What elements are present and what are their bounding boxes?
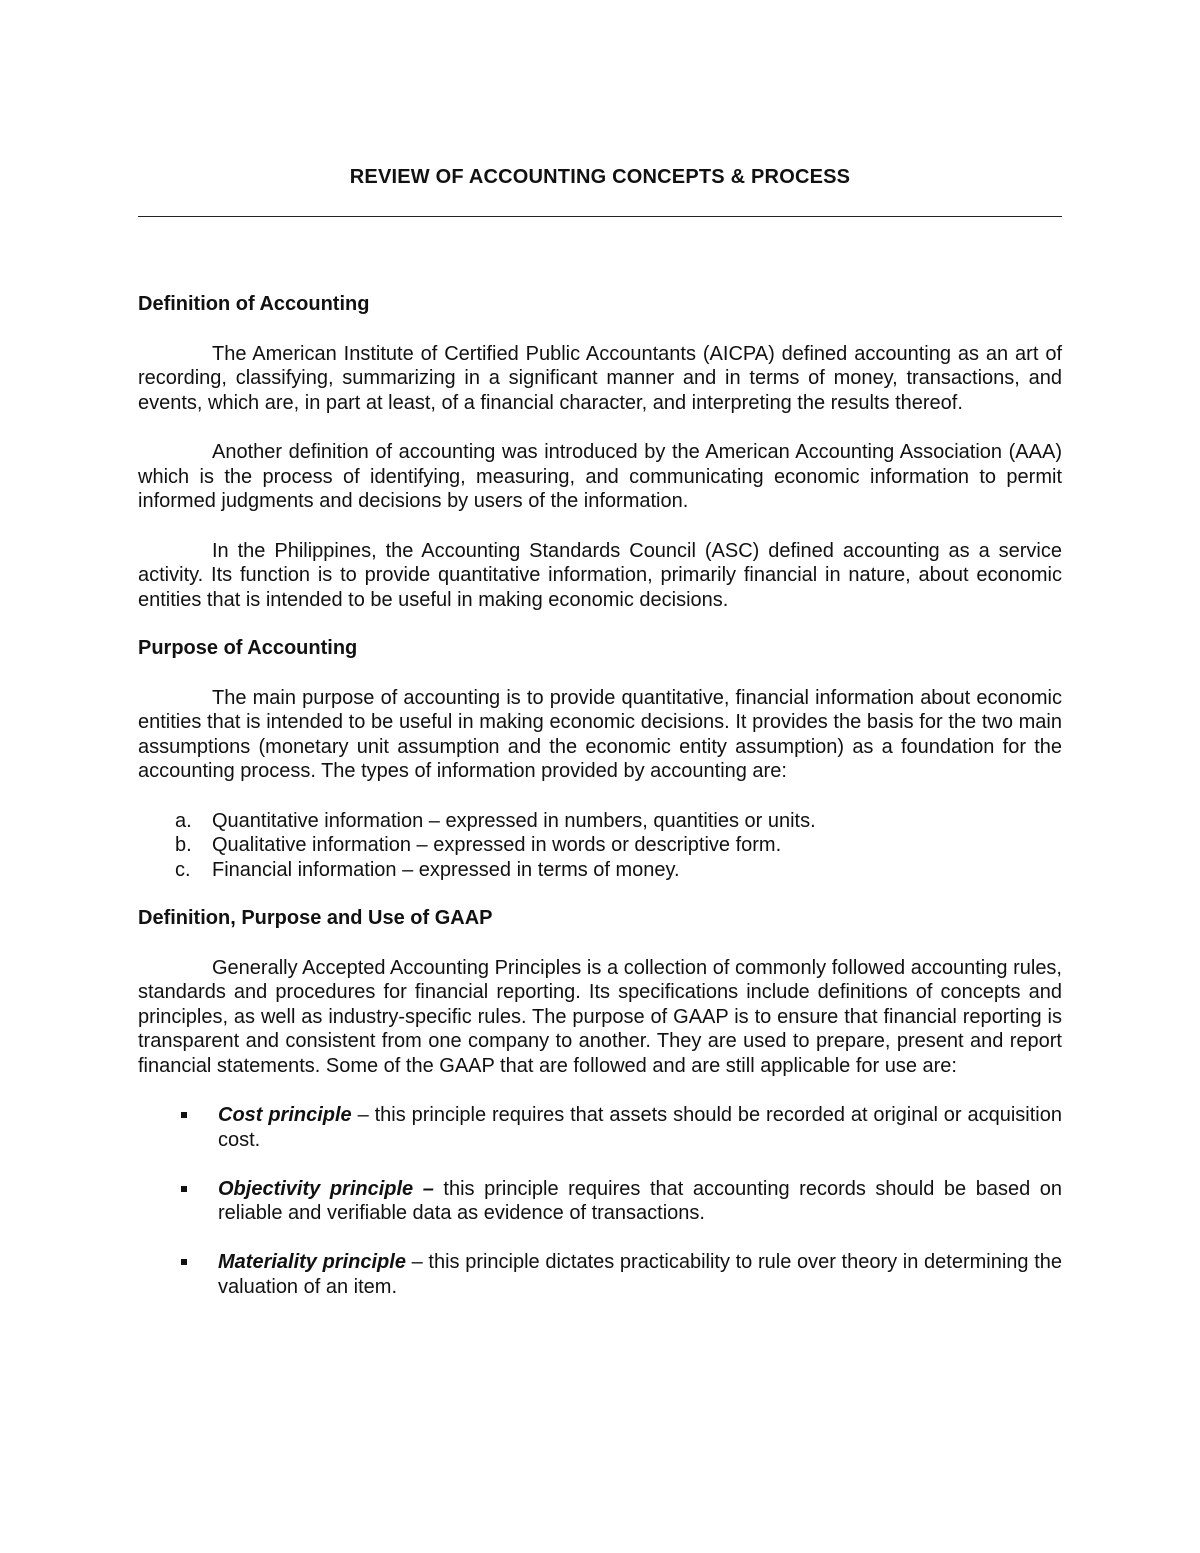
list-item	[138, 858, 1062, 883]
square-bullet-icon	[181, 1186, 187, 1192]
list-item	[138, 1250, 1062, 1299]
principle-term: Cost principle	[218, 1104, 352, 1126]
principle-text: this principle requires that assets should be recorded at original or acquisition cost.	[218, 1104, 1062, 1151]
principle-text: this principle requires that accounting records should be based on reliable and verifiable data as evidence of transactions.	[218, 1177, 1063, 1224]
list-item	[138, 833, 1062, 858]
gaap-paragraph: Generally Accepted Accounting Principles is a collection of commonly followed accounting rules, standards and procedures for financial reporting. Its specifications include definitions of concepts and principles, as well as industry-specific rules. The purpose of GAAP is to ensure that financial reporting is transparent and consistent from one company to another. They are used to prepare, present and report financial statements. Some of the GAAP that are followed and are still applicable for use are:	[138, 956, 1062, 1077]
principle-term: Objectivity principle –	[218, 1177, 434, 1200]
principle-dash	[434, 1178, 444, 1200]
section-heading-gaap: Definition, Purpose and Use of GAAP	[138, 907, 493, 929]
definition-paragraph-aicpa: The American Institute of Certified Public Accountants (AICPA) defined accounting as an art of recording, classifying, summarizing in a significant manner and in terms of money, transactions, and events, which are, in part at least, of a financial character, and interpreting the results thereof.	[138, 342, 1062, 414]
definition-paragraph-asc: In the Philippines, the Accounting Standards Council (ASC) defined accounting as a service activity. Its function is to provide quantitative information, primarily financial in nature, about economic entities that is intended to be useful in making economic decisions.	[138, 539, 1062, 611]
gaap-principles-list	[138, 1103, 1062, 1299]
purpose-paragraph: The main purpose of accounting is to provide quantitative, financial information about economic entities that is intended to be useful in making economic decisions. It provides the basis for the two main assumptions (monetary unit assumption and the economic entity assumption) as a foundation for the accounting process. The types of information provided by accounting are:	[138, 686, 1062, 782]
list-marker: b.	[175, 834, 192, 856]
principle-dash: –	[405, 1251, 429, 1273]
title-divider	[138, 216, 1062, 217]
information-types-list	[138, 809, 1062, 883]
list-item	[138, 1103, 1062, 1152]
list-item-text: Qualitative information – expressed in words or descriptive form.	[212, 834, 782, 856]
section-heading-definition: Definition of Accounting	[138, 293, 370, 315]
page-title: REVIEW OF ACCOUNTING CONCEPTS & PROCESS	[349, 166, 851, 188]
list-item	[138, 1177, 1062, 1226]
section-heading-purpose: Purpose of Accounting	[138, 637, 358, 659]
principle-term: Materiality principle	[218, 1251, 406, 1273]
list-marker: a.	[175, 809, 192, 832]
list-item-text: Financial information – expressed in terms of money.	[212, 858, 680, 881]
square-bullet-icon	[181, 1259, 187, 1265]
list-item-text: Quantitative information – expressed in numbers, quantities or units.	[212, 809, 816, 832]
square-bullet-icon	[181, 1112, 187, 1118]
definition-paragraph-aaa: Another definition of accounting was introduced by the American Accounting Association (AAA) which is the process of identifying, measuring, and communicating economic information to permit informed judgments and decisions by users of the information.	[138, 441, 1062, 512]
document-body	[138, 292, 1062, 1299]
list-item	[138, 809, 1062, 834]
principle-dash: –	[351, 1104, 375, 1126]
list-marker: c.	[175, 858, 191, 881]
principle-text: this principle dictates practicability to rule over theory in determining the valuation of an item.	[218, 1251, 1062, 1298]
